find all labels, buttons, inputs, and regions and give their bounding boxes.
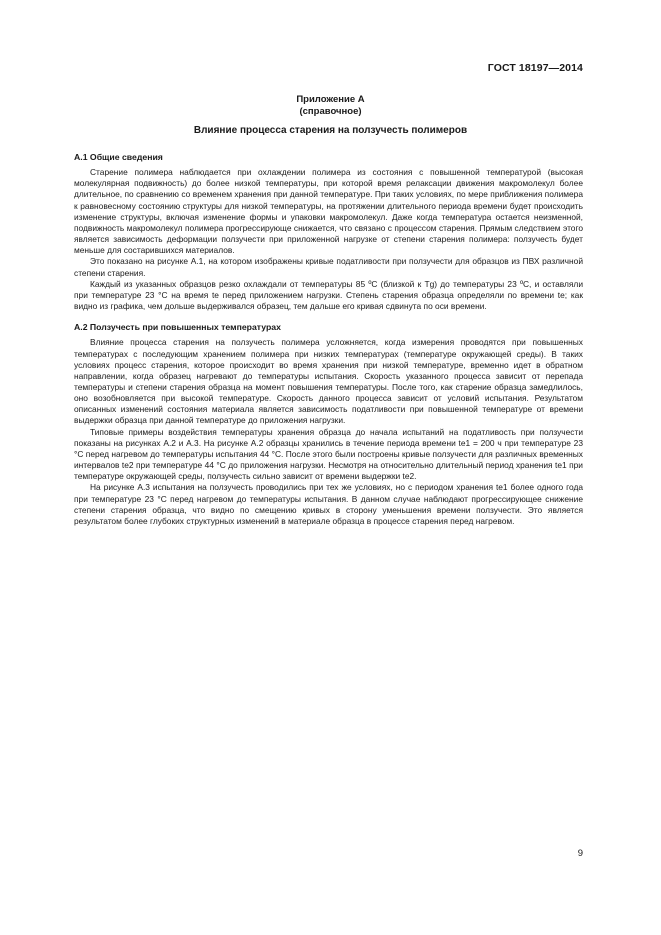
annex-title: Влияние процесса старения на ползучесть полимеров: [193, 125, 468, 136]
document-code: ГОСТ 18197—2014: [487, 62, 583, 74]
paragraph: Старение полимера наблюдается при охлаждении полимера из состояния с повышенной температурой (высокая молекулярная подвижность) до более низкой температуры, при которой время релаксации движения макромолекул более длительное, по сравнению со временем хранения при данной температуре. При таких условиях, по мере приближения полимера к равновесному состоянию структуры для низкой температуры, на протяжении длительного периода времени будет происходить изменение структуры, включая изменение формы и упаковки макромолекул. Даже когда температура остается неизменной, подвижность макромолекул полимера прогрессирующе снижается, что связано с процессом старения. Прямым следствием этого является зависимость деформации ползучести при приложенной нагрузке от степени старения полимера: ползучесть будет меньше для состарившихся материалов.: [74, 167, 583, 256]
paragraph: На рисунке А.3 испытания на ползучесть проводились при тех же условиях, но с периодом хранения te1 более одного года при температуре 23 °С перед нагревом до температуры испытания. В данном случае наблюдают прогрессирующее снижение степени старения образца, что видно по смещению кривых в сторону уменьшения времени ползучести. Это является результатом более глубоких структурных изменений в материале образца в процессе старения перед нагревом.: [74, 482, 583, 526]
annex-status: (справочное): [299, 106, 362, 117]
section-title-a1: А.1 Общие сведения: [74, 152, 163, 162]
section-title-a2: А.2 Ползучесть при повышенных температурах: [74, 322, 281, 333]
annex-label: Приложение А: [296, 94, 365, 105]
paragraph: Типовые примеры воздействия температуры хранения образца до начала испытаний на податливость при ползучести показаны на рисунках А.2 и А.3. На рисунке А.2 образцы хранились в течение периода времени te1 = 200 ч при температуре 23 °С перед нагревом до температуры испытания 44 °С. После этого были построены кривые ползучести для различных временных интервалов te2 при температуре 44 °С до приложения нагрузки. Несмотря на относительно длительный период хранения te1 при температуре окружающей среды, ползучесть сильно зависит от времени выдержки te2.: [74, 426, 583, 482]
document-body: [74, 152, 583, 527]
page-number: 9: [577, 848, 583, 859]
paragraph: Влияние процесса старения на ползучесть полимера усложняется, когда измерения проводятся при повышенных температурах с последующим хранением полимера при низких температурах (температуре окружающей среды). В таких условиях процесс старения, которое происходит во время хранения при низкой температуре, временно идет в обратном направлении, когда образец нагревают до температуры испытания. Скорость указанного процесса зависит от перепада температуры и степени старения образца на момент повышения температуры. После того, как старение образца замедлилось, оно возобновляется при высокой температуре. Скорость данного процесса зависит от условий испытания. Результатом описанных изменений состояния материала является зависимость податливости при повышенной температуре от времени выдержки образца при данной температуре до приложения нагрузки.: [74, 337, 583, 426]
annex-heading: [0, 94, 661, 118]
paragraph: Это показано на рисунке А.1, на котором изображены кривые податливости при ползучести для образцов из ПВХ различной степени старения.: [74, 256, 583, 278]
paragraph: Каждый из указанных образцов резко охлаждали от температуры 85 ºС (близкой к Tg) до температуры 23 ºС, и оставляли при температуре 23 °С на время te перед приложением нагрузки. Степень старения образца определяли по времени te; как видно из графика, чем дольше выдерживался образец, тем дальше его кривая сдвинута по оси времени.: [74, 278, 583, 312]
